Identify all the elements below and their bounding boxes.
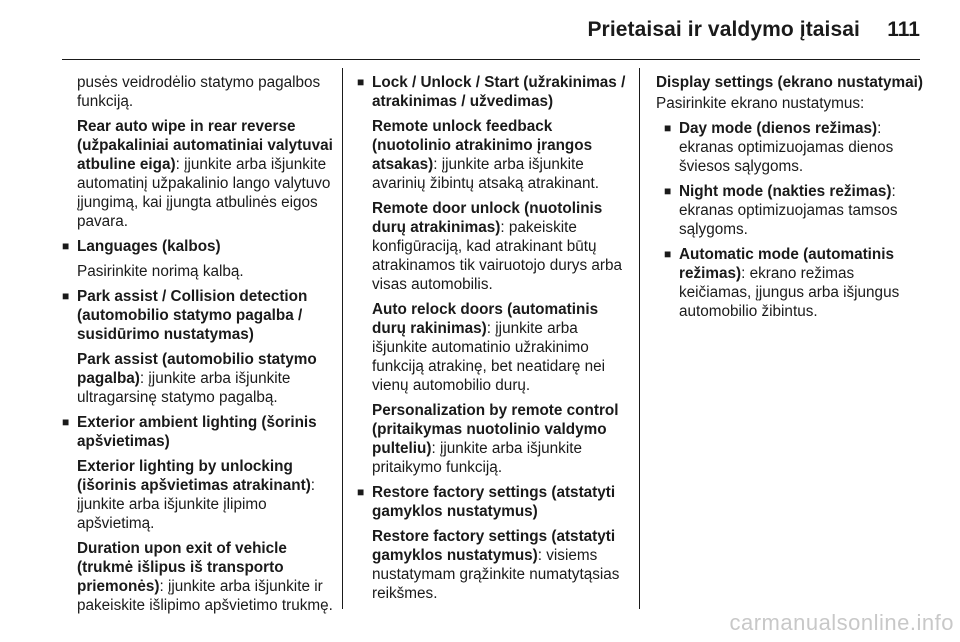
paragraph <box>62 457 334 533</box>
page-number: 111 <box>887 18 920 41</box>
setting-description: : įjunkite arba išjunkite pritaikymo funkciją. <box>372 440 582 476</box>
setting-name: Night mode (nakties režimas) <box>679 183 892 200</box>
setting-description: : ekranas optimizuojamas tamsos sąlygoms. <box>679 183 898 238</box>
setting-name: Rear auto wipe in rear reverse (užpakaliniai automatiniai valytuvai atbuline eiga) <box>77 118 333 173</box>
section-heading: Display settings (ekrano nustatymai) <box>656 74 923 91</box>
setting-name: Lock / Unlock / Start (užrakinimas / atrakinimas / užvedimas) <box>372 74 626 110</box>
page-title: Prietaisai ir valdymo įtaisai <box>587 18 860 41</box>
paragraph: Pasirinkite norimą kalbą. <box>77 263 244 280</box>
setting-description: : įjunkite arba išjunkite automatinį užpakalinio lango valytuvo įjungimą, kai įjungta atbulinės eigos pavara. <box>77 156 331 230</box>
setting-name: Exterior lighting by unlocking (išorinis apšvietimas atrakinant) <box>77 458 311 494</box>
page-header <box>0 0 960 60</box>
setting-name: Languages (kalbos) <box>77 238 221 255</box>
setting-name: Duration upon exit of vehicle (trukmė išlipus iš transporto priemonės) <box>77 540 287 595</box>
paragraph <box>62 350 334 407</box>
setting-name: Auto relock doors (automatinis durų rakinimas) <box>372 301 599 337</box>
setting-name: Park assist / Collision detection (automobilio statymo pagalba / susidūrimo nustatymas) <box>77 288 308 343</box>
setting-description: : pakeiskite konfigūraciją, kad atrakinant būtų atrakinamos tik vairuotojo durys arba visas automobilis. <box>372 219 622 293</box>
setting-description: : visiems nustatymam grąžinkite numatytąsias reikšmes. <box>372 547 620 602</box>
setting-name: Remote unlock feedback (nuotolinio atrakinimo įrangos atsakas) <box>372 118 593 173</box>
bullet-icon: ■ <box>664 247 672 261</box>
paragraph <box>357 117 629 193</box>
paragraph: pusės veidrodėlio statymo pagalbos funkciją. <box>77 74 321 110</box>
header-divider <box>62 59 920 60</box>
paragraph: Pasirinkite ekrano nustatymus: <box>656 95 865 112</box>
bullet-icon: ■ <box>664 184 672 198</box>
setting-description: : ekranas optimizuojamas dienos šviesos sąlygoms. <box>679 120 894 175</box>
setting-name: Automatic mode (automatinis režimas) <box>679 246 895 282</box>
watermark: carmanualsonline.info <box>729 610 954 635</box>
paragraph <box>357 300 629 395</box>
bullet-icon: ■ <box>62 239 70 253</box>
column-divider-1 <box>342 68 343 609</box>
paragraph <box>62 117 334 231</box>
setting-description: : įjunkite arba išjunkite automatinio užrakinimo funkciją atrakinę, bet neatidarę nei vienų automobilio durų. <box>372 320 606 394</box>
list-item <box>62 287 334 344</box>
setting-name: Day mode (dienos režimas) <box>679 120 878 137</box>
paragraph <box>357 527 629 603</box>
setting-name: Restore factory settings (atstatyti gamyklos nustatymus) <box>372 484 616 520</box>
list-item <box>664 119 924 176</box>
setting-description: : ekrano režimas keičiamas, įjungus arba išjungus automobilio žibintus. <box>679 265 900 320</box>
paragraph <box>357 199 629 294</box>
setting-description: : įjunkite arba išjunkite įlipimo apšvietimą. <box>77 477 316 532</box>
setting-name: Park assist (automobilio statymo pagalba) <box>77 351 317 387</box>
list-item <box>357 483 629 521</box>
bullet-icon: ■ <box>357 485 365 499</box>
list-item <box>357 73 629 111</box>
paragraph <box>357 401 629 477</box>
bullet-icon: ■ <box>664 121 672 135</box>
column-1 <box>62 73 334 621</box>
list-item <box>62 413 334 451</box>
list-item <box>664 182 924 239</box>
bullet-icon: ■ <box>62 415 70 429</box>
bullet-icon: ■ <box>357 75 365 89</box>
paragraph <box>62 539 334 615</box>
list-item <box>62 237 334 256</box>
setting-name: Restore factory settings (atstatyti gamyklos nustatymus) <box>372 528 616 564</box>
column-3 <box>656 73 924 327</box>
setting-name: Remote door unlock (nuotolinis durų atrakinimas) <box>372 200 603 236</box>
column-2 <box>357 73 629 609</box>
setting-description: : įjunkite arba išjunkite ultragarsinę statymo pagalbą. <box>77 370 291 406</box>
setting-name: Exterior ambient lighting (šorinis apšvietimas) <box>77 414 317 450</box>
list-item <box>664 245 924 321</box>
bullet-icon: ■ <box>62 289 70 303</box>
column-divider-2 <box>639 68 640 609</box>
setting-description: : įjunkite arba išjunkite avarinių žibintų atsaką atrakinant. <box>372 156 600 192</box>
setting-name: Personalization by remote control (pritaikymas nuotolinio valdymo pulteliu) <box>372 402 619 457</box>
setting-description: : įjunkite arba išjunkite ir pakeiskite išlipimo apšvietimo trukmę. <box>77 578 333 614</box>
